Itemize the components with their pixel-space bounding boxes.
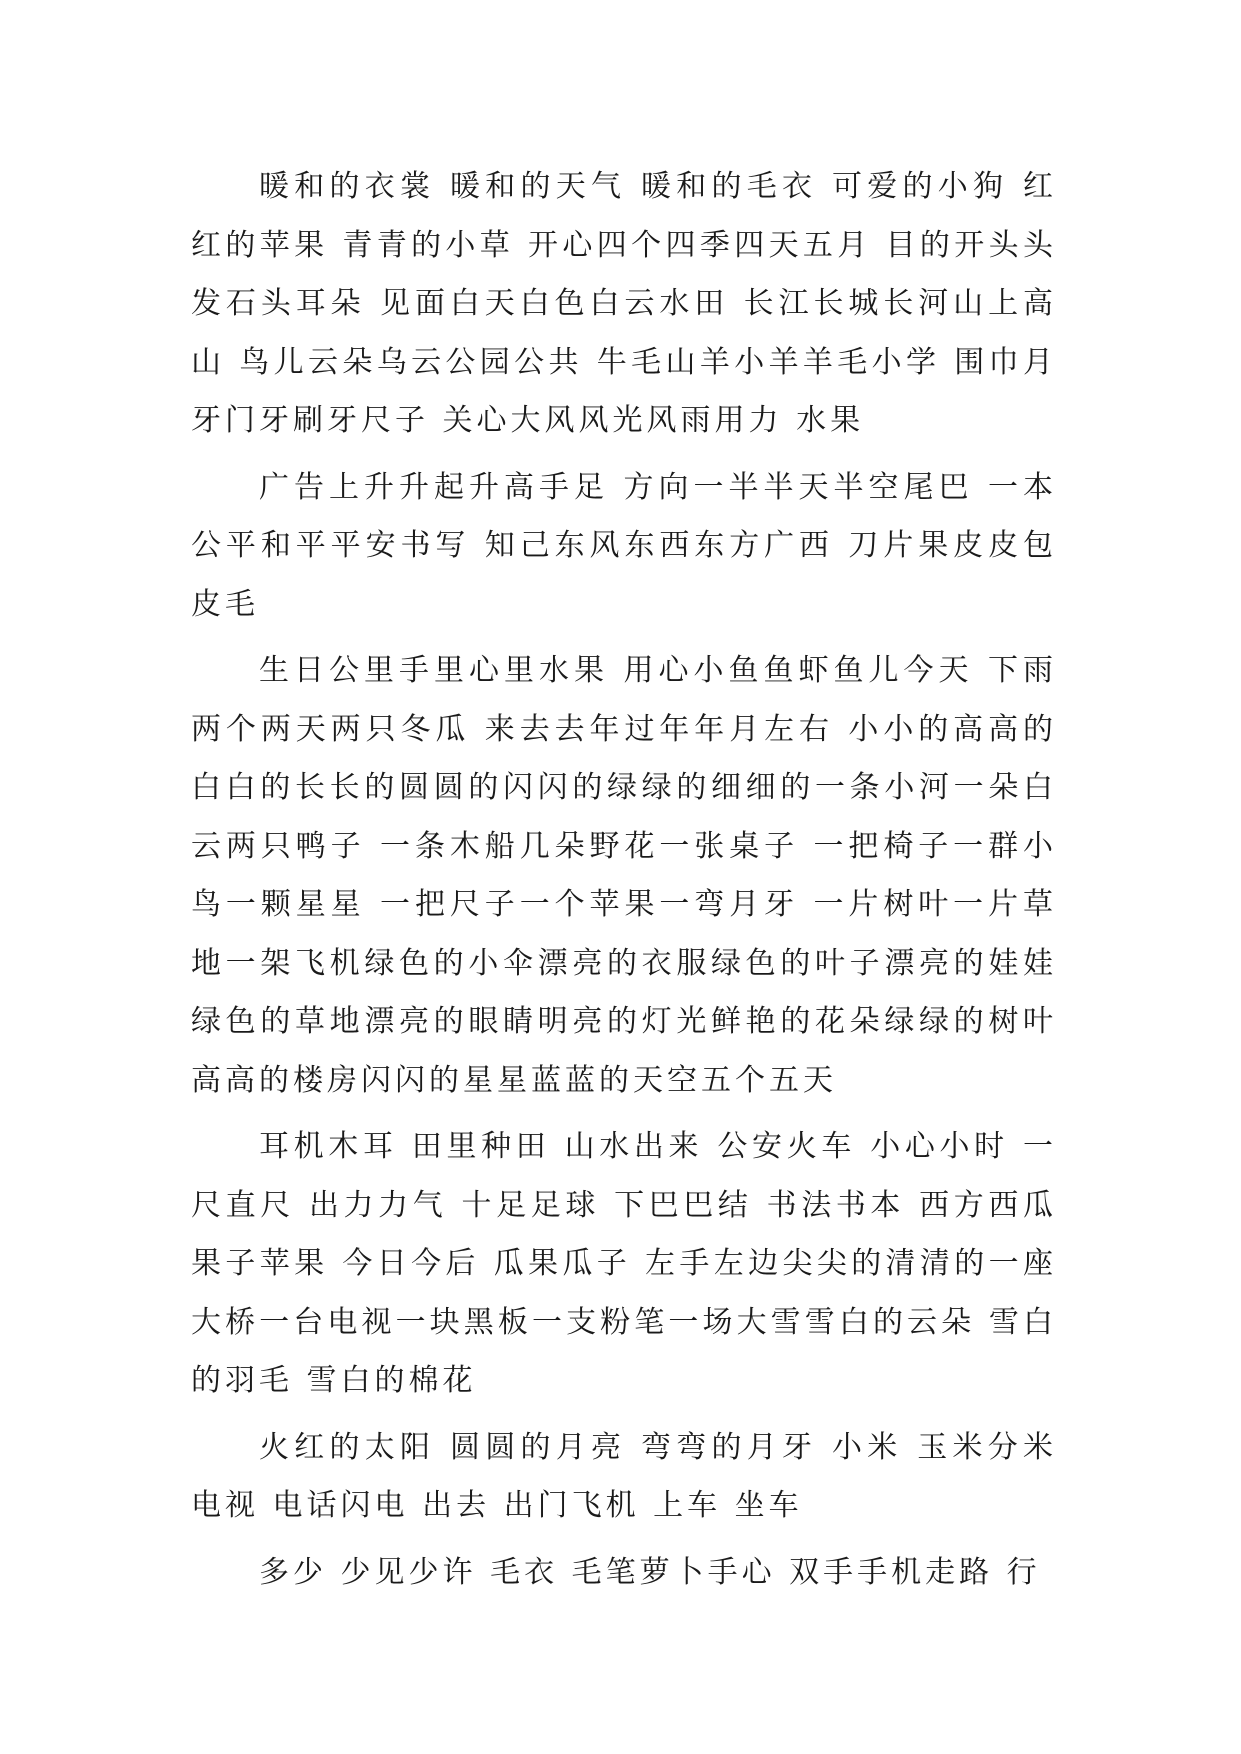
paragraph: 火红的太阳 圆圆的月亮 弯弯的月牙 小米 玉米分米电视 电话闪电 出去 出门飞机 上车 坐车	[191, 1429, 1057, 1523]
paragraph: 耳机木耳 田里种田 山水出来 公安火车 小心小时 一尺直尺 出力力气 十足足球 下巴巴结 书法书本 西方西瓜果子苹果 今日今后 瓜果瓜子 左手左边尖尖的清清的一座大桥一台电视一块黑板一支粉笔一场大雪雪白的云朵 雪白的羽毛 雪白的棉花	[191, 1129, 1057, 1398]
document-body	[191, 158, 1057, 1610]
paragraph: 多少 少见少许 毛衣 毛笔萝卜手心 双手手机走路 行	[259, 1554, 1041, 1590]
paragraph: 生日公里手里心里水果 用心小鱼鱼虾鱼儿今天 下雨两个两天两只冬瓜 来去去年过年年月左右 小小的高高的白白的长长的圆圆的闪闪的绿绿的细细的一条小河一朵白云两只鸭子 一条木船几朵野花一张桌子 一把椅子一群小鸟一颗星星 一把尺子一个苹果一弯月牙 一片树叶一片草地一架飞机绿色的小伞漂亮的衣服绿色的叶子漂亮的娃娃绿色的草地漂亮的眼睛明亮的灯光鲜艳的花朵绿绿的树叶高高的楼房闪闪的星星蓝蓝的天空五个五天	[191, 653, 1057, 1098]
paragraph: 暖和的衣裳 暖和的天气 暖和的毛衣 可爱的小狗 红红的苹果 青青的小草 开心四个四季四天五月 目的开头头发石头耳朵 见面白天白色白云水田 长江长城长河山上高山 鸟儿云朵乌云公园公共 牛毛山羊小羊羊毛小学 围巾月牙门牙刷牙尺子 关心大风风光风雨用力 水果	[191, 169, 1057, 438]
paragraph: 广告上升升起升高手足 方向一半半天半空尾巴 一本公平和平平安书写 知己东风东西东方广西 刀片果皮皮包皮毛	[191, 469, 1057, 622]
